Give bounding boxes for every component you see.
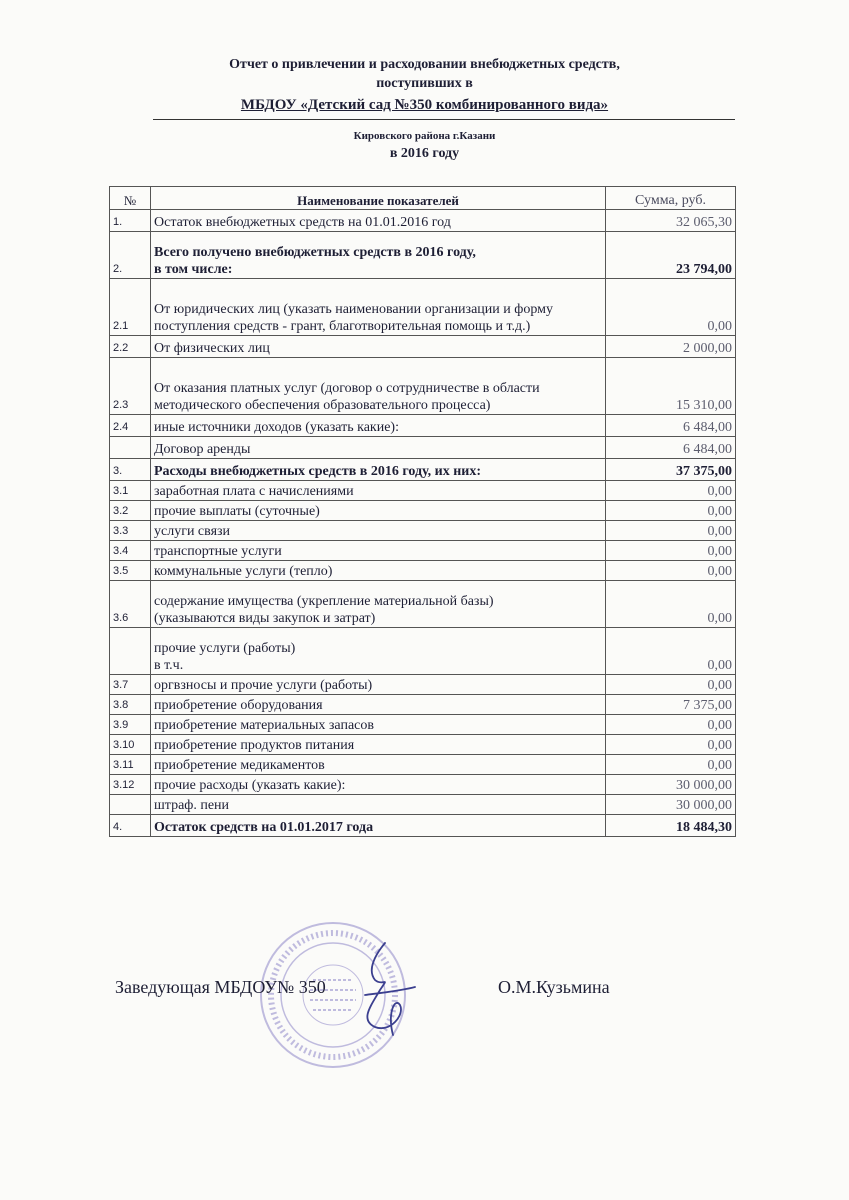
row-sum: 6 484,00 — [606, 437, 736, 459]
row-sum: 37 375,00 — [606, 459, 736, 481]
table-row — [110, 561, 736, 581]
row-number: 3.12 — [110, 775, 151, 795]
row-sum: 32 065,30 — [606, 210, 736, 232]
column-header-number: № — [110, 187, 151, 210]
report-year: в 2016 году — [389, 146, 460, 161]
row-number: 2.4 — [110, 415, 151, 437]
report-table — [109, 186, 736, 837]
table-row — [110, 755, 736, 775]
table-row — [110, 795, 736, 815]
row-name: Договор аренды — [151, 437, 606, 459]
row-number: 3.9 — [110, 715, 151, 735]
row-number: 1. — [110, 210, 151, 232]
row-name: транспортные услуги — [151, 541, 606, 561]
row-sum: 0,00 — [606, 735, 736, 755]
row-number: 3. — [110, 459, 151, 481]
table-body — [110, 210, 736, 837]
row-number: 3.8 — [110, 695, 151, 715]
row-number: 3.3 — [110, 521, 151, 541]
row-name: От оказания платных услуг (договор о сотрудничестве в области методического обеспечения образовательного процесса) — [151, 358, 606, 415]
row-name: иные источники доходов (указать какие): — [151, 415, 606, 437]
table-row — [110, 437, 736, 459]
row-name: От физических лиц — [151, 336, 606, 358]
row-sum: 2 000,00 — [606, 336, 736, 358]
table-row — [110, 581, 736, 628]
row-number — [110, 628, 151, 675]
row-sum: 15 310,00 — [606, 358, 736, 415]
row-number — [110, 795, 151, 815]
row-sum: 0,00 — [606, 481, 736, 501]
row-number: 2. — [110, 232, 151, 279]
row-number: 3.5 — [110, 561, 151, 581]
row-name: Всего получено внебюджетных средств в 2016 году, в том числе: — [151, 232, 606, 279]
table-row — [110, 775, 736, 795]
row-name: приобретение оборудования — [151, 695, 606, 715]
row-sum: 0,00 — [606, 715, 736, 735]
row-number: 2.3 — [110, 358, 151, 415]
row-name: Остаток внебюджетных средств на 01.01.2016 год — [151, 210, 606, 232]
district-name: Кировского района г.Казани — [353, 130, 496, 142]
table-row — [110, 336, 736, 358]
row-name: прочие выплаты (суточные) — [151, 501, 606, 521]
row-sum: 0,00 — [606, 675, 736, 695]
table-row — [110, 628, 736, 675]
row-name: оргвзносы и прочие услуги (работы) — [151, 675, 606, 695]
row-sum: 0,00 — [606, 541, 736, 561]
row-sum: 0,00 — [606, 501, 736, 521]
table-row — [110, 481, 736, 501]
row-number: 4. — [110, 815, 151, 837]
row-number: 3.2 — [110, 501, 151, 521]
table-row — [110, 358, 736, 415]
table-row — [110, 459, 736, 481]
row-sum: 30 000,00 — [606, 795, 736, 815]
table-row — [110, 675, 736, 695]
signatory-title: Заведующая МБДОУ№ 350 — [115, 977, 326, 997]
row-number: 3.7 — [110, 675, 151, 695]
table-row — [110, 815, 736, 837]
column-header-name: Наименование показателей — [151, 187, 606, 210]
row-sum: 0,00 — [606, 755, 736, 775]
table-row — [110, 415, 736, 437]
table-row — [110, 695, 736, 715]
row-name: услуги связи — [151, 521, 606, 541]
row-number: 2.2 — [110, 336, 151, 358]
row-number: 2.1 — [110, 279, 151, 336]
table-row — [110, 210, 736, 232]
row-number: 3.11 — [110, 755, 151, 775]
signatory-name: О.М.Кузьмина — [498, 977, 610, 997]
row-name: штраф. пени — [151, 795, 606, 815]
handwritten-signature — [345, 935, 425, 1045]
table-row — [110, 541, 736, 561]
row-number: 3.6 — [110, 581, 151, 628]
row-name: От юридических лиц (указать наименовании организации и форму поступления средств - грант, благотворительная помощь и т.д.) — [151, 279, 606, 336]
row-name: приобретение продуктов питания — [151, 735, 606, 755]
row-sum: 0,00 — [606, 581, 736, 628]
row-name: заработная плата с начислениями — [151, 481, 606, 501]
row-name: коммунальные услуги (тепло) — [151, 561, 606, 581]
row-name: содержание имущества (укрепление материальной базы) (указываются виды закупок и затрат) — [151, 581, 606, 628]
row-sum: 7 375,00 — [606, 695, 736, 715]
report-title-line-1: Отчет о привлечении и расходовании внебюджетных средств, — [229, 57, 620, 72]
row-sum: 0,00 — [606, 561, 736, 581]
row-name: приобретение медикаментов — [151, 755, 606, 775]
row-name: Расходы внебюджетных средств в 2016 году, их них: — [151, 459, 606, 481]
row-name: приобретение материальных запасов — [151, 715, 606, 735]
row-sum: 18 484,30 — [606, 815, 736, 837]
table-header-row — [110, 187, 736, 210]
row-sum: 0,00 — [606, 628, 736, 675]
report-title-line-2: поступивших в — [376, 76, 473, 91]
table-row — [110, 715, 736, 735]
row-number: 3.10 — [110, 735, 151, 755]
institution-name: МБДОУ «Детский сад №350 комбинированного вида» — [240, 97, 609, 113]
row-number: 3.1 — [110, 481, 151, 501]
table-row — [110, 279, 736, 336]
row-sum: 23 794,00 — [606, 232, 736, 279]
table-row — [110, 735, 736, 755]
row-name: прочие расходы (указать какие): — [151, 775, 606, 795]
row-name: Остаток средств на 01.01.2017 года — [151, 815, 606, 837]
row-sum: 30 000,00 — [606, 775, 736, 795]
row-name: прочие услуги (работы) в т.ч. — [151, 628, 606, 675]
column-header-sum: Сумма, руб. — [606, 187, 736, 210]
table-row — [110, 501, 736, 521]
title-underline — [153, 119, 735, 120]
row-sum: 0,00 — [606, 521, 736, 541]
row-sum: 6 484,00 — [606, 415, 736, 437]
row-number — [110, 437, 151, 459]
table-row — [110, 232, 736, 279]
row-number: 3.4 — [110, 541, 151, 561]
table-row — [110, 521, 736, 541]
row-sum: 0,00 — [606, 279, 736, 336]
